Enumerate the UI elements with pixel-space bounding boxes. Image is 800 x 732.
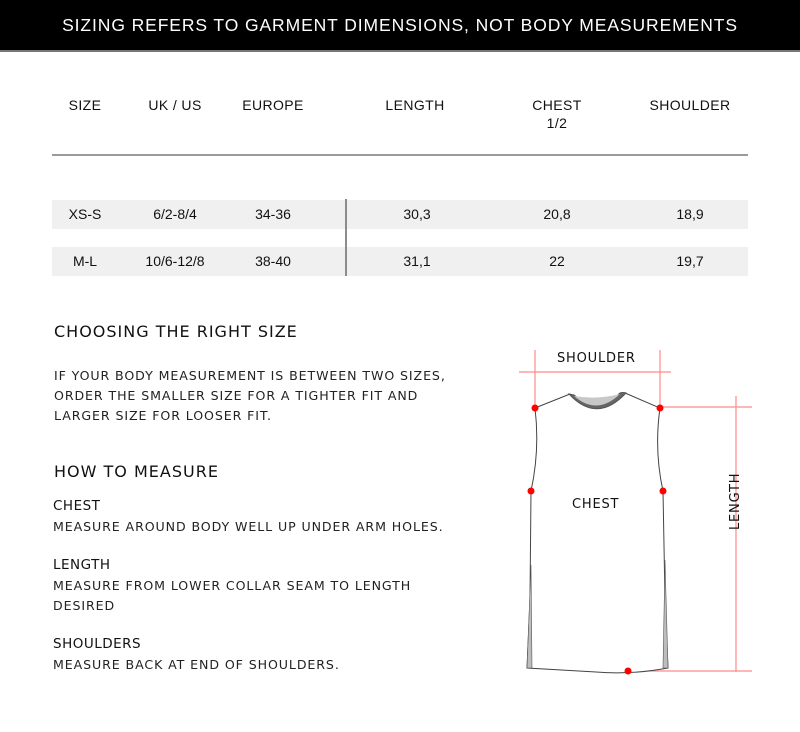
cell-chest-half: 20,8 [543, 206, 571, 222]
length-label: LENGTH [728, 472, 743, 530]
measure-shoulders-text: MEASURE BACK AT END OF SHOULDERS. [53, 657, 340, 672]
cell-uk-us: 10/6-12/8 [145, 253, 205, 269]
measurement-diagram [500, 330, 800, 690]
header-divider [52, 154, 748, 156]
header-chest-half: CHEST 1/2 [532, 97, 582, 131]
cell-size: XS-S [68, 206, 102, 222]
cell-europe: 38-40 [255, 253, 291, 269]
size-table-header [52, 96, 748, 156]
measure-length-text: MEASURE FROM LOWER COLLAR SEAM TO LENGTH DESIRED [53, 578, 412, 613]
sizing-banner [0, 0, 800, 52]
choosing-text: IF YOUR BODY MEASUREMENT IS BETWEEN TWO SIZES, ORDER THE SMALLER SIZE FOR A TIGHTER FIT AND LARGER SIZE FOR LOOSER FIT. [54, 368, 446, 423]
cell-shoulder: 19,7 [676, 253, 704, 269]
cell-length: 31,1 [403, 253, 431, 269]
header-shoulder: SHOULDER [649, 97, 731, 113]
measure-length-label: LENGTH [53, 557, 111, 573]
measure-chest-label: CHEST [53, 498, 101, 514]
measure-shoulders-label: SHOULDERS [53, 636, 142, 652]
cell-length: 30,3 [403, 206, 431, 222]
banner-text: SIZING REFERS TO GARMENT DIMENSIONS, NOT BODY MEASUREMENTS [62, 14, 738, 35]
cell-size: M-L [72, 253, 98, 269]
cell-shoulder: 18,9 [676, 206, 704, 222]
header-uk-us: UK / US [148, 97, 202, 113]
cell-chest-half: 22 [549, 253, 565, 269]
choosing-title: CHOOSING THE RIGHT SIZE [54, 322, 298, 341]
chest-label: CHEST [572, 497, 620, 512]
measure-chest-text: MEASURE AROUND BODY WELL UP UNDER ARM HOLES. [53, 519, 444, 534]
header-europe: EUROPE [242, 97, 304, 113]
header-length: LENGTH [385, 97, 445, 113]
how-to-measure-title: HOW TO MEASURE [54, 462, 219, 481]
table-row [52, 200, 748, 229]
header-size: SIZE [68, 97, 102, 113]
sleeveless-top-icon [500, 330, 800, 690]
shoulder-label: SHOULDER [557, 351, 636, 366]
column-divider [345, 199, 347, 276]
table-row [52, 247, 748, 276]
cell-europe: 34-36 [255, 206, 291, 222]
cell-uk-us: 6/2-8/4 [153, 206, 197, 222]
